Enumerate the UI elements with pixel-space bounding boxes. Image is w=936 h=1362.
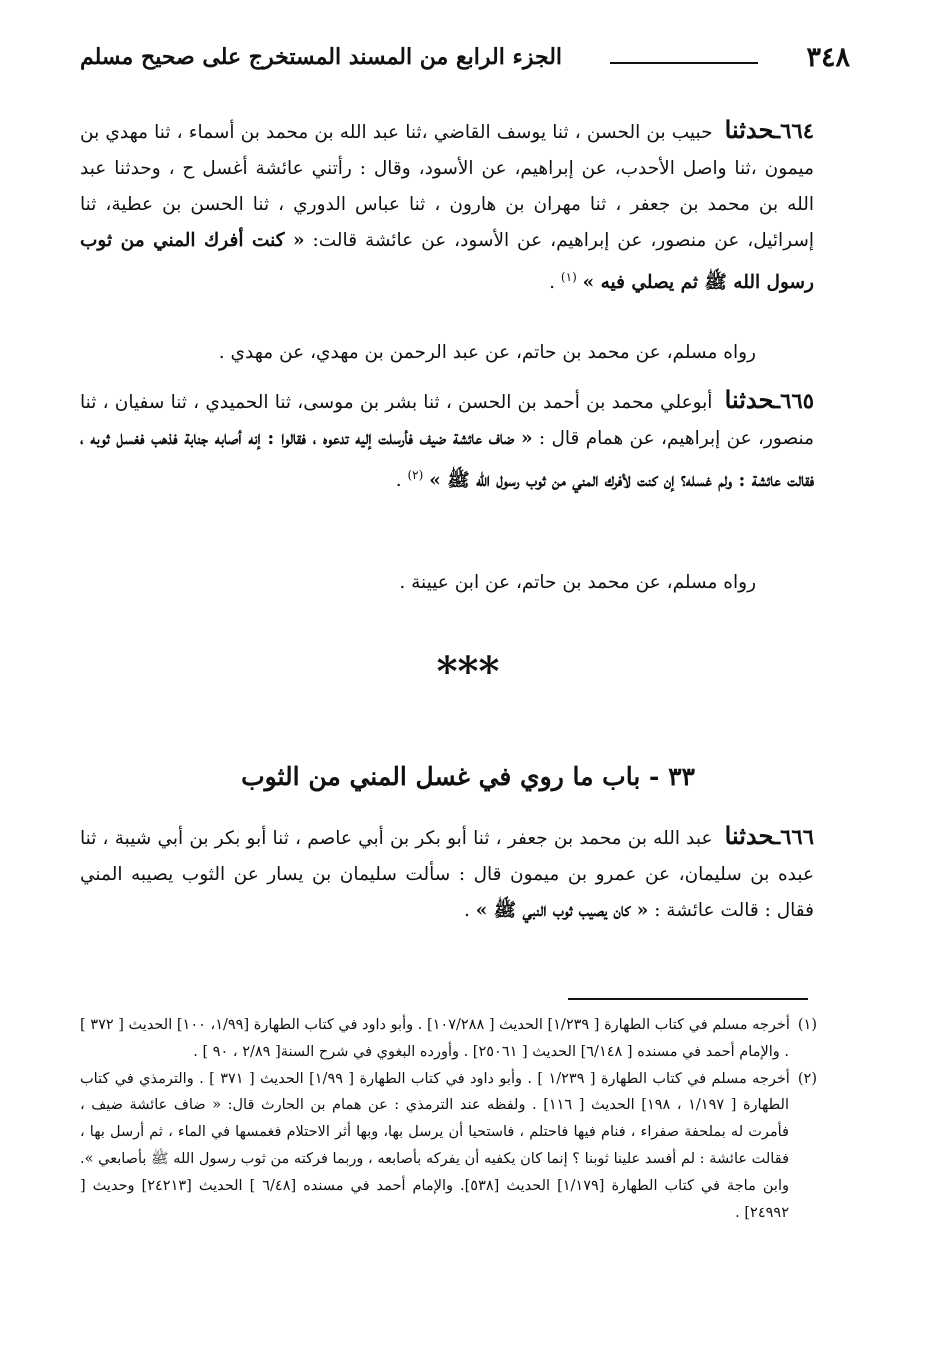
hadith-666 [80, 818, 814, 929]
hadith-matn: « كان يصيب ثوب النبي ﷺ » [475, 900, 649, 921]
footnote-label: (٢) [797, 1070, 817, 1087]
hadith-665 [80, 382, 814, 499]
hadith-664 [80, 112, 814, 301]
riwaya-664: رواه مسلم، عن محمد بن حاتم، عن عبد الرحمن بن مهدي، عن مهدي . [218, 342, 756, 363]
footnote-text: أخرجه مسلم في كتاب الطهارة [ ١/٢٣٩] الحديث [ ١٠٧/٢٨٨] . وأبو داود في كتاب الطهارة [١/٩٩، ١٠٠] الحديث [ ٣٧٢ ] . والإمام أحمد في مسنده [ ٦/١٤٨] الحديث [ ٢٥٠٦١] . وأورده البغوي في شرح السنة[ ٢/٨٩ ، ٩٠ ] . [80, 1017, 790, 1060]
footnote-text: أخرجه مسلم في كتاب الطهارة [ ١/٢٣٩ ] . وأبو داود في كتاب الطهارة [ ١/٩٩] الحديث [ ٣٧١ ] . والترمذي في كتاب الطهارة [ ١/١٩٧ ، ١٩٨] الحديث [ ١١٦] . ولفظه عند الترمذي : عن همام بن الحارث قال: « ضاف عائشة ضيف ، فأمرت له بملحفة صفراء ، فنام فيها فاحتلم ، فاستحيا أن يرسل بها، وبها أثر الاحتلام فغمسها في الماء ، ثم أرسل بها ، فقالت عائشة : لم أفسد علينا ثوبنا ؟ إنما كان يكفيه أن يفركه بأصابعه ، وربما فركته من ثوب رسول الله ﷺ بأصابعي ». وابن ماجة في كتاب الطهارة [١/١٧٩] الحديث [٥٣٨]. والإمام أحمد في مسنده [٦/٤٨ ] الحديث [٢٤٢١٣] وحديث [ ٢٤٩٩٢] . [80, 1070, 790, 1221]
hadith-heading: حدثنا [724, 385, 774, 414]
hadith-heading: حدثنا [724, 115, 774, 144]
hadith-matn: « ضاف عائشة ضيف فأرسلت إليه تدعوه ، فقالوا : إنه أصابه جنابة فذهب فغسل ثوبه ، فقالت عائشة : ولم غسله؟ إن كنت لأفرك المني من ثوب رسول الله ﷺ » [80, 428, 814, 492]
page-number: ٣٤٨ [806, 42, 850, 73]
footnote-ref: (٢) [407, 468, 424, 482]
sentence-end: . [463, 900, 470, 921]
header-rule [610, 62, 758, 64]
page-header [80, 40, 856, 80]
footnote-1 [80, 1012, 817, 1066]
hadith-matn: « كنت أفرك المني من ثوب رسول الله ﷺ ثم يصلي فيه » [80, 230, 814, 294]
footnotes [80, 1012, 817, 1226]
hadith-heading: حدثنا [724, 821, 774, 850]
hadith-isnad: أبوعلي محمد بن أحمد بن الحسن ، ثنا بشر بن موسى، ثنا الحميدي ، ثنا سفيان ، ثنا منصور، عن إبراهيم، عن همام قال : [80, 392, 814, 449]
hadith-number: ٦٦٤ـ [774, 118, 814, 143]
footnote-label: (١) [797, 1017, 817, 1033]
footnote-rule [568, 998, 808, 1000]
running-title: الجزء الرابع من المسند المستخرج على صحيح مسلم [80, 44, 563, 70]
section-separator: *** [436, 648, 500, 695]
footnote-2 [80, 1066, 817, 1227]
riwaya-665: رواه مسلم، عن محمد بن حاتم، عن ابن عيينة . [399, 572, 756, 593]
hadith-number: ٦٦٦ـ [774, 824, 814, 849]
hadith-isnad: عبد الله بن محمد بن جعفر ، ثنا أبو بكر بن أبي عاصم ، ثنا أبو بكر بن أبي شيبة ، ثنا عبده بن سليمان، عن عمرو بن ميمون قال : سألت سليمان بن يسار عن الثوب يصيبه المني فقال : قالت عائشة : [80, 828, 814, 921]
sentence-end: . [395, 470, 402, 492]
chapter-title: ٣٣ - باب ما روي في غسل المني من الثوب [241, 762, 695, 791]
hadith-number: ٦٦٥ـ [773, 388, 814, 413]
footnote-ref: (١) [560, 270, 577, 284]
hadith-isnad: حبيب بن الحسن ، ثنا يوسف القاضي ،ثنا عبد الله بن محمد بن أسماء ، ثنا مهدي بن ميمون ،ثنا واصل الأحدب، عن إبراهيم، عن الأسود، وقال : رأتني عائشة أغسل ح ، وحدثنا عبد الله بن محمد بن جعفر ، ثنا مهران بن هارون ، ثنا عباس الدوري ، ثنا الحسن بن عطية، ثنا إسرائيل، عن منصور، عن إبراهيم، عن الأسود، عن عائشة قالت: [80, 122, 814, 251]
sentence-end: . [549, 272, 556, 294]
